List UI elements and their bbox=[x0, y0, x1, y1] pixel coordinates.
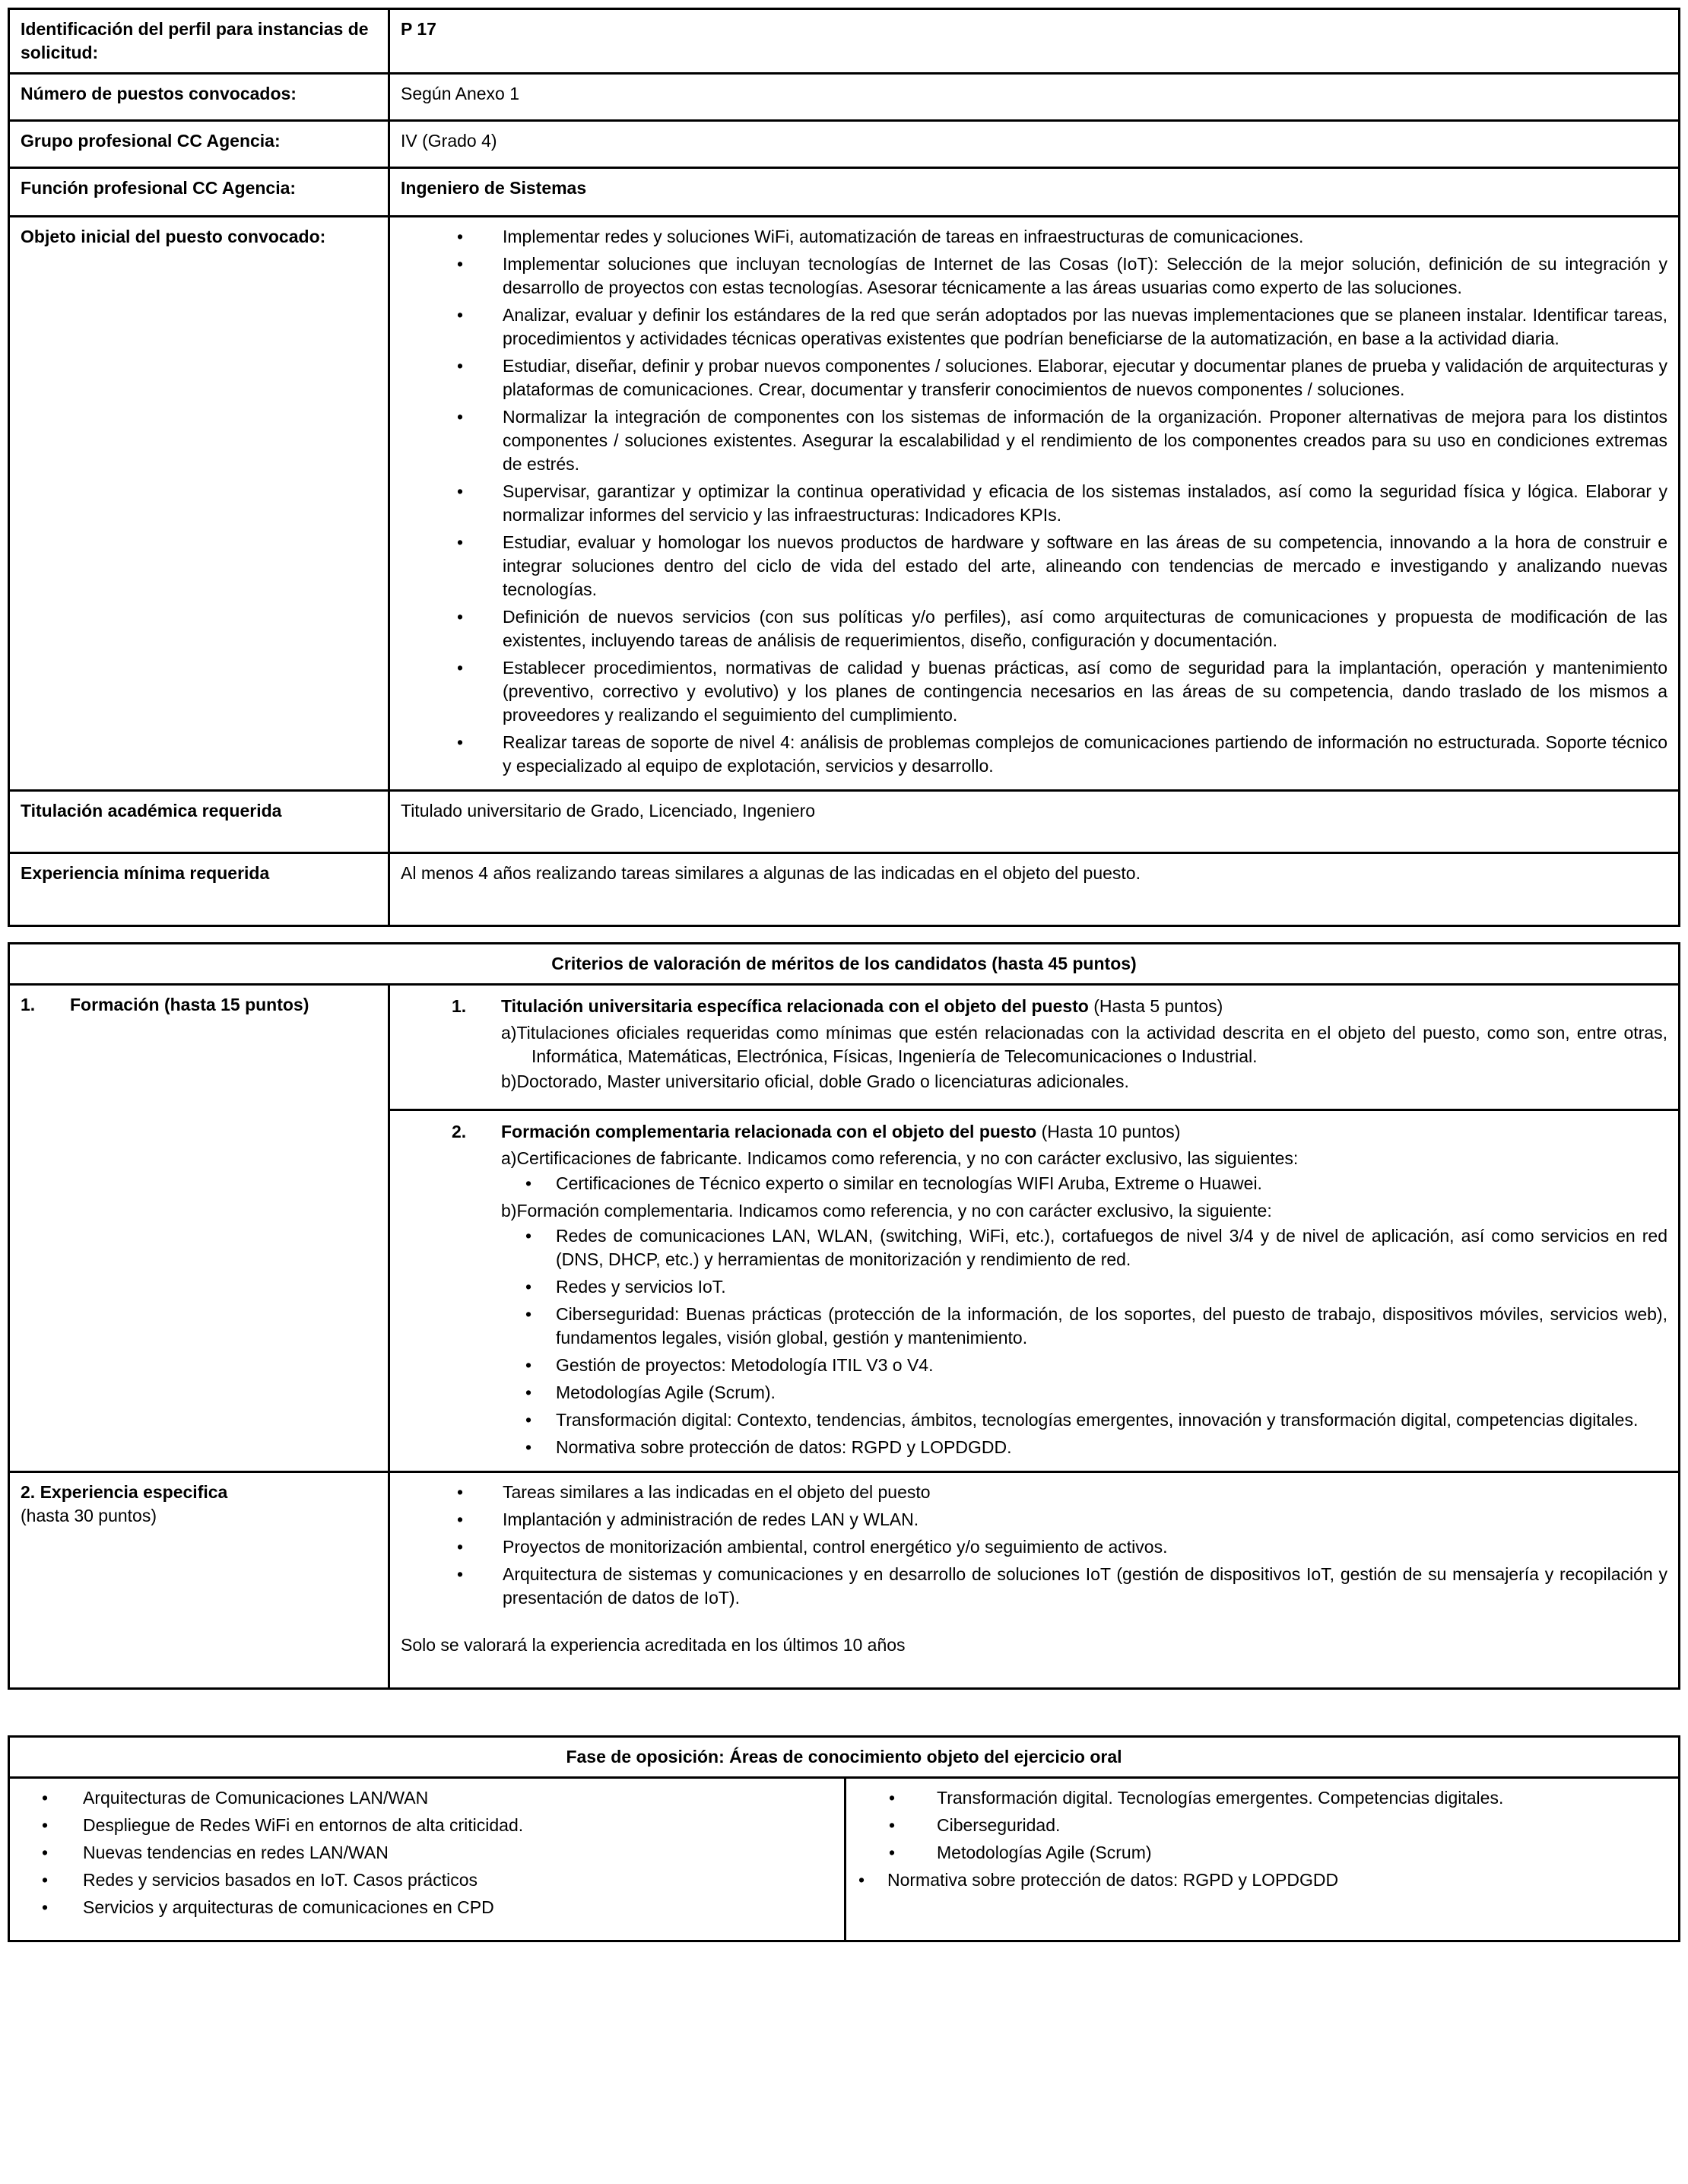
bullet-item: • Transformación digital: Contexto, tendencias, ámbitos, tecnologías emergentes, innovación y transformación digital, competencias digitales. bbox=[525, 1408, 1667, 1432]
fase-body-row bbox=[9, 1778, 1680, 1941]
objeto-label: Objeto inicial del puesto convocado: bbox=[9, 217, 389, 791]
item-a: a)Titulaciones oficiales requeridas como mínimas que estén relacionadas con la actividad descrita en el objeto del puesto, como son, entre otras, Informática, Matemáticas, Electrónica, Físicas, Ingeniería de Telecomunicaciones o Industrial. bbox=[501, 1023, 1667, 1066]
bullet-item: • Implementar redes y soluciones WiFi, automatización de tareas en infraestructuras de comunicaciones. bbox=[401, 225, 1667, 249]
bullet-item: • Estudiar, diseñar, definir y probar nuevos componentes / soluciones. Elaborar, ejecutar y documentar planes de prueba y validación de arquitecturas y plataformas de comunicaciones. Crear, documentar y transferir conocimientos de nuevos componentes / soluciones. bbox=[401, 354, 1667, 402]
profile-value-funcion: Ingeniero de Sistemas bbox=[389, 168, 1680, 217]
bullet-item: • Normativa sobre protección de datos: RGPD y LOPDGDD bbox=[857, 1868, 1667, 1892]
bullet-item: • Certificaciones de Técnico experto o similar en tecnologías WIFI Aruba, Extreme o Huawei. bbox=[525, 1172, 1667, 1195]
objeto-bullet-list bbox=[401, 225, 1667, 778]
bullet-item: • Metodologías Agile (Scrum) bbox=[857, 1841, 1667, 1865]
item-b: b)Doctorado, Master universitario oficial, doble Grado o licenciaturas adicionales. bbox=[501, 1071, 1129, 1091]
item-a: a)Certificaciones de fabricante. Indicamos como referencia, y no con carácter exclusivo, las siguientes: bbox=[501, 1148, 1299, 1168]
table-row bbox=[9, 853, 1680, 926]
bullet-item: • Redes y servicios IoT. bbox=[525, 1275, 1667, 1299]
formacion-label-number: 1. bbox=[21, 995, 36, 1014]
formacion-row-1 bbox=[9, 985, 1680, 1110]
profile-label-puestos: Número de puestos convocados: bbox=[9, 74, 389, 121]
formacion-complementaria-heading bbox=[401, 1120, 1667, 1144]
titulacion-value: Titulado universitario de Grado, Licenciado, Ingeniero bbox=[389, 791, 1680, 853]
formacion-label bbox=[9, 985, 389, 1472]
bullet-item: • Tareas similares a las indicadas en el objeto del puesto bbox=[401, 1481, 1667, 1504]
formacion-complementaria-cell bbox=[389, 1110, 1680, 1472]
subhead-points: (Hasta 5 puntos) bbox=[1088, 996, 1223, 1016]
formacion-bullet-list bbox=[525, 1224, 1667, 1459]
bullet-item: • Realizar tareas de soporte de nivel 4: análisis de problemas complejos de comunicaciones partiendo de información no estructurada. Soporte técnico y especializado al equipo de explotación, servicios y desarrollo. bbox=[401, 731, 1667, 778]
item-b: b)Formación complementaria. Indicamos como referencia, y no con carácter exclusivo, la siguiente: bbox=[501, 1201, 1272, 1221]
bullet-item: • Arquitecturas de Comunicaciones LAN/WAN bbox=[21, 1786, 833, 1810]
bullet-item: • Proyectos de monitorización ambiental, control energético y/o seguimiento de activos. bbox=[401, 1535, 1667, 1559]
bullet-item: • Supervisar, garantizar y optimizar la continua operatividad y eficacia de los sistemas instalados, así como la seguridad física y lógica. Elaborar y normalizar informes del servicio y las infraestructuras: Indicadores KPIs. bbox=[401, 480, 1667, 527]
objeto-content bbox=[389, 217, 1680, 791]
titulacion-especifica-cell bbox=[389, 985, 1680, 1110]
fase-left-cell bbox=[9, 1778, 846, 1941]
bullet-item: • Definición de nuevos servicios (con sus políticas y/o perfiles), así como arquitecturas de comunicaciones y propuesta de modificación de las existentes, incluyendo tareas de análisis de requerimientos, diseño, configuración y documentación. bbox=[401, 605, 1667, 652]
subhead-number: 2. bbox=[452, 1122, 467, 1141]
experiencia-minima-label: Experiencia mínima requerida bbox=[9, 853, 389, 926]
profile-label-funcion: Función profesional CC Agencia: bbox=[9, 168, 389, 217]
profile-value-grupo: IV (Grado 4) bbox=[389, 121, 1680, 168]
experiencia-note: Solo se valorará la experiencia acreditada en los últimos 10 años bbox=[401, 1635, 906, 1655]
bullet-item: • Ciberseguridad. bbox=[857, 1814, 1667, 1837]
bullet-item: • Ciberseguridad: Buenas prácticas (protección de la información, de los soportes, del puesto de trabajo, dispositivos móviles, servicios web), fundamentos legales, visión global, gestión y mantenimiento. bbox=[525, 1303, 1667, 1350]
experiencia-especifica-row bbox=[9, 1472, 1680, 1689]
experiencia-especifica-cell bbox=[389, 1472, 1680, 1689]
bullet-item: • Redes de comunicaciones LAN, WLAN, (switching, WiFi, etc.), cortafuegos de nivel 3/4 y de nivel de aplicación, así como servicios en red (DNS, DHCP, etc.) y herramientas de monitorización y rendimiento de red. bbox=[525, 1224, 1667, 1271]
subhead-title: Formación complementaria relacionada con el objeto del puesto bbox=[501, 1122, 1037, 1141]
profile-value-identificacion: P 17 bbox=[389, 9, 1680, 74]
bullet-item: • Servicios y arquitecturas de comunicaciones en CPD bbox=[21, 1896, 833, 1919]
formacion-label-points: (hasta 15 puntos) bbox=[159, 995, 309, 1014]
bullet-item: • Despliegue de Redes WiFi en entornos de alta criticidad. bbox=[21, 1814, 833, 1837]
certificaciones-bullet-list bbox=[525, 1172, 1667, 1195]
experiencia-minima-value: Al menos 4 años realizando tareas similares a algunas de las indicadas en el objeto del puesto. bbox=[389, 853, 1680, 926]
bullet-item: • Arquitectura de sistemas y comunicaciones y en desarrollo de soluciones IoT (gestión de dispositivos IoT, gestión de su mensajería y recopilación y presentación de datos de IoT). bbox=[401, 1563, 1667, 1610]
table-row bbox=[9, 9, 1680, 74]
bullet-item: • Implantación y administración de redes LAN y WLAN. bbox=[401, 1508, 1667, 1532]
table-row bbox=[9, 791, 1680, 853]
profile-table bbox=[8, 8, 1680, 927]
experiencia-especifica-label-line1: 2. Experiencia especifica bbox=[21, 1482, 228, 1502]
bullet-item: • Implementar soluciones que incluyan tecnologías de Internet de las Cosas (IoT): Selección de la mejor solución, definición de su integración y desarrollo de proyectos con estas tecnologías. Asesorar técnicamente a las áreas usuarias como experto de las soluciones. bbox=[401, 252, 1667, 300]
titulacion-especifica-heading bbox=[401, 995, 1667, 1018]
formacion-label-title: Formación bbox=[70, 995, 160, 1014]
fase-table bbox=[8, 1735, 1680, 1942]
subhead-title: Titulación universitaria específica relacionada con el objeto del puesto bbox=[501, 996, 1089, 1016]
table-row-objeto bbox=[9, 217, 1680, 791]
bullet-item: • Analizar, evaluar y definir los estándares de la red que serán adoptados por las nuevas implementaciones que se planeen instalar. Identificar tareas, procedimientos y actividades técnicas operativas existentes que podrían beneficiarse de la automatización, en base a la actividad diaria. bbox=[401, 303, 1667, 351]
criterios-header: Criterios de valoración de méritos de los candidatos (hasta 45 puntos) bbox=[9, 944, 1680, 985]
profile-value-puestos: Según Anexo 1 bbox=[389, 74, 1680, 121]
profile-label-identificacion: Identificación del perfil para instancias de solicitud: bbox=[9, 9, 389, 74]
bullet-item: • Gestión de proyectos: Metodología ITIL V3 o V4. bbox=[525, 1354, 1667, 1377]
bullet-item: • Estudiar, evaluar y homologar los nuevos productos de hardware y software en las áreas de su competencia, innovando a la hora de construir e integrar soluciones dentro del ciclo de vida del estado del arte, alineando con tendencias de mercado e investigando y analizando nuevas tecnologías. bbox=[401, 531, 1667, 602]
bullet-item: • Establecer procedimientos, normativas de calidad y buenas prácticas, así como de seguridad para la implantación, operación y mantenimiento (preventivo, correctivo y evolutivo) y los planes de contingencia necesarios en las áreas de su competencia, dando traslado de los mismos a proveedores y realizando el seguimiento del cumplimiento. bbox=[401, 656, 1667, 727]
bullet-item: • Metodologías Agile (Scrum). bbox=[525, 1381, 1667, 1405]
profile-label-grupo: Grupo profesional CC Agencia: bbox=[9, 121, 389, 168]
table-row bbox=[9, 168, 1680, 217]
criterios-table bbox=[8, 942, 1680, 1690]
bullet-item: • Redes y servicios basados en IoT. Casos prácticos bbox=[21, 1868, 833, 1892]
bullet-item: • Nuevas tendencias en redes LAN/WAN bbox=[21, 1841, 833, 1865]
experiencia-especifica-label bbox=[9, 1472, 389, 1689]
subhead-points: (Hasta 10 puntos) bbox=[1036, 1122, 1181, 1141]
titulacion-label: Titulación académica requerida bbox=[9, 791, 389, 853]
bullet-item: • Transformación digital. Tecnologías emergentes. Competencias digitales. bbox=[857, 1786, 1667, 1810]
table-row bbox=[9, 74, 1680, 121]
fase-left-bullet-list bbox=[21, 1786, 833, 1919]
table-row bbox=[9, 121, 1680, 168]
fase-header: Fase de oposición: Áreas de conocimiento objeto del ejercicio oral bbox=[9, 1737, 1680, 1778]
experiencia-especifica-label-line2: (hasta 30 puntos) bbox=[21, 1506, 157, 1525]
subhead-number: 1. bbox=[452, 996, 467, 1016]
bullet-item: • Normativa sobre protección de datos: RGPD y LOPDGDD. bbox=[525, 1436, 1667, 1459]
fase-right-bullet-list bbox=[857, 1786, 1667, 1892]
fase-header-row bbox=[9, 1737, 1680, 1778]
bullet-item: • Normalizar la integración de componentes con los sistemas de información de la organización. Proponer alternativas de mejora para los distintos componentes / soluciones existentes. Asegurar la escalabilidad y el rendimiento de los componentes creados para su uso en condiciones extremas de estrés. bbox=[401, 405, 1667, 476]
fase-right-cell bbox=[846, 1778, 1680, 1941]
criterios-header-row bbox=[9, 944, 1680, 985]
experiencia-bullet-list bbox=[401, 1481, 1667, 1610]
